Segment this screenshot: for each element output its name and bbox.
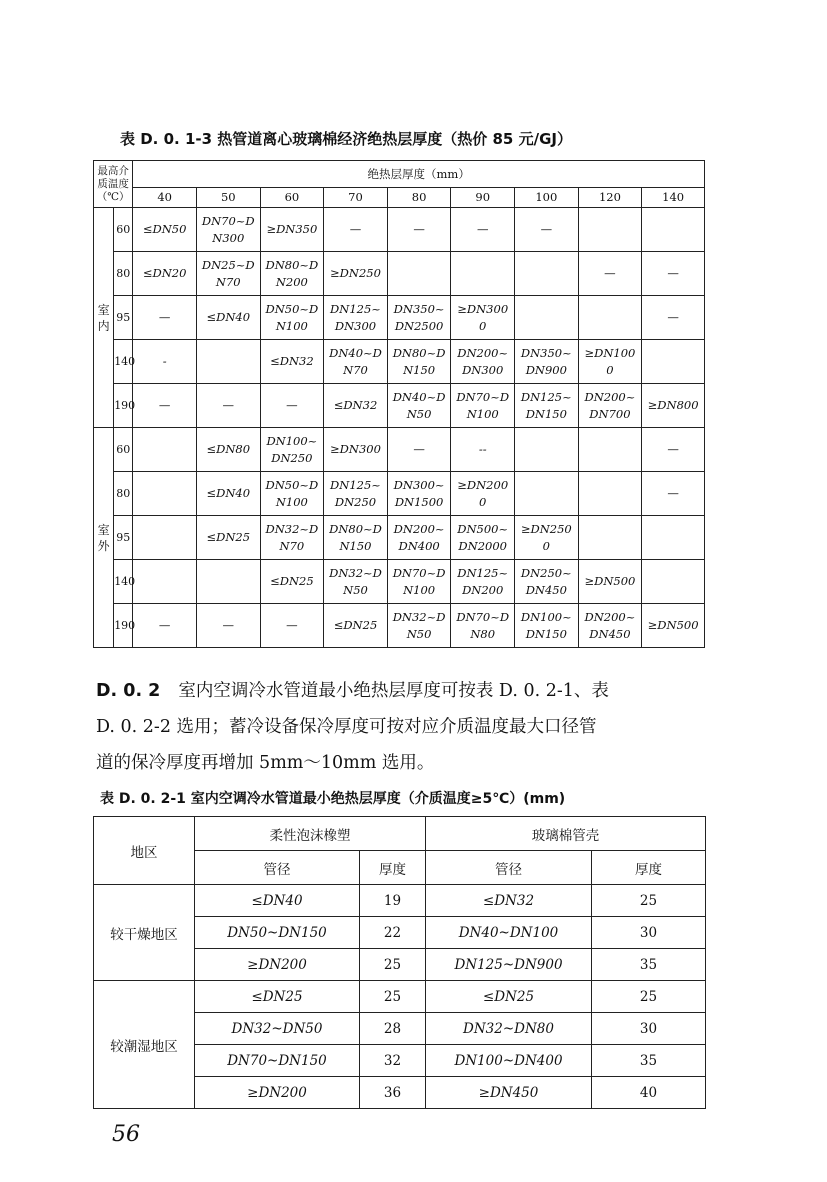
pipe-range-cell bbox=[451, 472, 515, 516]
pipe-range-text: DN125~DN300 bbox=[330, 301, 381, 333]
pipe-range-text: DN125~DN200 bbox=[457, 565, 509, 597]
pipe-range-cell bbox=[133, 252, 197, 296]
pipe-range-text: ≤DN50 bbox=[142, 222, 187, 236]
pipe-range-text: — bbox=[158, 618, 171, 632]
pipe-range-cell bbox=[387, 340, 451, 384]
location-group-label bbox=[94, 208, 114, 428]
pipe-range-text: ≥DN1000 bbox=[584, 345, 636, 377]
pipe-range-cell bbox=[387, 604, 451, 648]
pipe-range-text: — bbox=[667, 442, 679, 456]
pipe-range-text: DN250~DN450 bbox=[520, 565, 572, 597]
pipe-range-text: — bbox=[413, 442, 425, 456]
thickness-header: 绝热层厚度（mm） bbox=[133, 161, 705, 188]
temperature-cell: 80 bbox=[114, 472, 133, 516]
pipe-range-text: ≤DN20 bbox=[142, 266, 187, 280]
pipe-range-text: DN40~DN50 bbox=[392, 389, 446, 421]
pipe-range-cell bbox=[133, 604, 197, 648]
pipe-range-cell bbox=[387, 560, 451, 604]
thickness-cell: 25 bbox=[360, 949, 426, 981]
pipe-range-cell bbox=[578, 296, 642, 340]
pipe-size-cell: DN100~DN400 bbox=[426, 1045, 592, 1077]
thickness-cell: 28 bbox=[360, 1013, 426, 1045]
thickness-cell: 25 bbox=[592, 981, 706, 1013]
table-row bbox=[94, 296, 705, 340]
pipe-range-cell bbox=[196, 472, 260, 516]
pipe-range-cell bbox=[324, 252, 388, 296]
pipe-range-cell bbox=[642, 560, 705, 604]
pipe-range-cell bbox=[642, 472, 705, 516]
pipe-size-cell: ≥DN450 bbox=[426, 1077, 592, 1109]
pipe-range-text: — bbox=[413, 222, 425, 236]
pipe-range-cell bbox=[133, 560, 197, 604]
pipe-range-cell bbox=[196, 604, 260, 648]
pipe-range-text: DN125~DN250 bbox=[330, 477, 381, 509]
thickness-col-header: 90 bbox=[451, 188, 515, 208]
paragraph-line bbox=[96, 673, 609, 709]
pipe-range-cell bbox=[451, 604, 515, 648]
pipe-range-cell bbox=[196, 560, 260, 604]
pipe-size-cell: ≥DN200 bbox=[195, 949, 360, 981]
pipe-range-cell bbox=[260, 604, 324, 648]
pipe-range-cell bbox=[324, 472, 388, 516]
pipe-range-cell bbox=[133, 428, 197, 472]
pipe-range-cell bbox=[260, 340, 324, 384]
pipe-range-text: — bbox=[540, 222, 553, 236]
pipe-size-cell: DN70~DN150 bbox=[195, 1045, 360, 1077]
pipe-range-cell bbox=[515, 384, 579, 428]
pipe-range-cell bbox=[324, 296, 388, 340]
pipe-range-text: ≥DN500 bbox=[647, 618, 699, 632]
thickness-cell: 30 bbox=[592, 1013, 706, 1045]
location-group-label bbox=[94, 428, 114, 648]
pipe-range-cell bbox=[196, 208, 260, 252]
pipe-range-text: - bbox=[162, 354, 167, 368]
pipe-range-text: DN200~DN400 bbox=[393, 521, 445, 553]
table-row bbox=[94, 472, 705, 516]
pipe-range-cell bbox=[133, 384, 197, 428]
pipe-range-text: ≤DN25 bbox=[270, 574, 314, 588]
pipe-range-text: DN70~DN100 bbox=[392, 565, 446, 597]
pipe-range-text: — bbox=[158, 398, 171, 412]
paragraph-text: 室内空调冷水管道最小绝热层厚度可按表 D. 0. 2-1、表 bbox=[178, 681, 609, 701]
pipe-range-cell bbox=[260, 428, 324, 472]
pipe-range-text: ≥DN250 bbox=[330, 266, 381, 280]
pipe-size-cell: DN125~DN900 bbox=[426, 949, 592, 981]
pipe-range-text: — bbox=[667, 266, 679, 280]
pipe-range-text: DN25~DN70 bbox=[201, 257, 255, 289]
pipe-range-cell bbox=[387, 208, 451, 252]
pipe-range-cell bbox=[260, 252, 324, 296]
table-row bbox=[94, 604, 705, 648]
pipe-range-text: DN200~DN300 bbox=[457, 345, 509, 377]
thickness-col-header: 100 bbox=[515, 188, 579, 208]
pipe-range-cell bbox=[324, 340, 388, 384]
thickness-col-header: 70 bbox=[324, 188, 388, 208]
thickness-cell: 30 bbox=[592, 917, 706, 949]
pipe-range-text: ≤DN40 bbox=[206, 486, 251, 500]
pipe-range-cell bbox=[196, 296, 260, 340]
pipe-range-text: — bbox=[667, 486, 679, 500]
pipe-range-cell bbox=[578, 560, 642, 604]
thickness-col-header: 140 bbox=[642, 188, 705, 208]
pipe-range-cell bbox=[515, 516, 579, 560]
pipe-range-text: DN200~DN450 bbox=[584, 609, 636, 641]
group-label-text: 室内 bbox=[97, 302, 110, 333]
pipe-range-text: DN350~DN2500 bbox=[393, 301, 445, 333]
pipe-range-cell bbox=[324, 384, 388, 428]
pipe-range-cell bbox=[387, 384, 451, 428]
pipe-range-cell bbox=[196, 516, 260, 560]
pipe-range-cell bbox=[451, 252, 515, 296]
pipe-range-cell bbox=[196, 340, 260, 384]
pipe-range-cell bbox=[260, 472, 324, 516]
pipe-range-cell bbox=[642, 516, 705, 560]
pipe-range-text: — bbox=[222, 398, 235, 412]
pipe-size-cell: ≥DN200 bbox=[195, 1077, 360, 1109]
table-row bbox=[94, 560, 705, 604]
pipe-size-cell: ≤DN25 bbox=[426, 981, 592, 1013]
pipe-range-cell bbox=[578, 516, 642, 560]
pipe-range-text: ≥DN2000 bbox=[457, 477, 509, 509]
pipe-range-text: DN70~DN300 bbox=[201, 213, 255, 245]
thickness-col-header: 60 bbox=[260, 188, 324, 208]
pipe-range-cell bbox=[578, 384, 642, 428]
corner-label-line: 最高介 bbox=[97, 164, 129, 177]
pipe-range-text: — bbox=[286, 398, 298, 412]
temperature-cell: 60 bbox=[114, 428, 133, 472]
pipe-range-text: — bbox=[158, 310, 171, 324]
pipe-range-cell bbox=[387, 252, 451, 296]
clause-number: D. 0. 2 bbox=[96, 681, 161, 701]
table-row bbox=[94, 981, 706, 1013]
pipe-range-cell bbox=[324, 604, 388, 648]
pipe-range-text: ≤DN32 bbox=[270, 354, 314, 368]
pipe-range-cell bbox=[387, 428, 451, 472]
pipe-range-text: -- bbox=[478, 442, 487, 456]
pipe-range-text: — bbox=[286, 618, 298, 632]
pipe-range-text: ≥DN800 bbox=[647, 398, 699, 412]
pipe-size-header: 管径 bbox=[195, 851, 360, 885]
pipe-range-cell bbox=[133, 208, 197, 252]
temperature-cell: 190 bbox=[114, 604, 133, 648]
pipe-size-cell: ≤DN40 bbox=[195, 885, 360, 917]
thickness-cell: 25 bbox=[360, 981, 426, 1013]
material-header: 玻璃棉管壳 bbox=[426, 817, 706, 851]
pipe-range-cell bbox=[260, 384, 324, 428]
pipe-range-cell bbox=[515, 604, 579, 648]
pipe-range-text: ≥DN350 bbox=[266, 222, 318, 236]
pipe-range-cell bbox=[515, 428, 579, 472]
table-row bbox=[94, 384, 705, 428]
thickness-cell: 40 bbox=[592, 1077, 706, 1109]
pipe-range-text: ≥DN3000 bbox=[457, 301, 509, 333]
pipe-range-text: — bbox=[349, 222, 362, 236]
thickness-col-header: 40 bbox=[133, 188, 197, 208]
pipe-range-text: ≤DN40 bbox=[206, 310, 251, 324]
pipe-range-cell bbox=[260, 560, 324, 604]
pipe-range-cell bbox=[515, 208, 579, 252]
table-row bbox=[94, 252, 705, 296]
pipe-range-text: DN32~DN70 bbox=[265, 521, 319, 553]
thickness-cell: 25 bbox=[592, 885, 706, 917]
group-label-text: 室外 bbox=[97, 522, 110, 553]
pipe-range-cell bbox=[133, 340, 197, 384]
pipe-range-cell bbox=[578, 208, 642, 252]
pipe-range-cell bbox=[196, 384, 260, 428]
insulation-thickness-table bbox=[93, 160, 705, 648]
pipe-range-cell bbox=[578, 252, 642, 296]
thickness-cell: 22 bbox=[360, 917, 426, 949]
pipe-range-text: — bbox=[604, 266, 616, 280]
pipe-range-cell bbox=[515, 296, 579, 340]
pipe-range-text: DN300~DN1500 bbox=[393, 477, 445, 509]
thickness-cell: 19 bbox=[360, 885, 426, 917]
pipe-range-cell bbox=[260, 516, 324, 560]
temperature-cell: 80 bbox=[114, 252, 133, 296]
pipe-range-cell bbox=[642, 384, 705, 428]
region-name: 较干燥地区 bbox=[94, 885, 195, 981]
pipe-range-text: — bbox=[667, 310, 679, 324]
pipe-range-cell bbox=[260, 208, 324, 252]
pipe-range-text: ≤DN25 bbox=[333, 618, 378, 632]
table1-caption: 表 D. 0. 1-3 热管道离心玻璃棉经济绝热层厚度（热价 85 元/GJ） bbox=[120, 130, 572, 148]
temperature-cell: 95 bbox=[114, 296, 133, 340]
pipe-range-text: DN50~DN100 bbox=[265, 477, 319, 509]
pipe-range-text: DN125~DN150 bbox=[520, 389, 572, 421]
chilled-water-insulation-table bbox=[93, 816, 706, 1109]
pipe-range-cell bbox=[260, 296, 324, 340]
pipe-range-text: — bbox=[222, 618, 235, 632]
pipe-range-cell bbox=[451, 208, 515, 252]
table-row bbox=[94, 428, 705, 472]
pipe-range-cell bbox=[196, 428, 260, 472]
pipe-range-text: ≤DN80 bbox=[206, 442, 251, 456]
pipe-range-text: DN100~DN150 bbox=[520, 609, 572, 641]
pipe-range-cell bbox=[387, 472, 451, 516]
pipe-range-cell bbox=[642, 428, 705, 472]
pipe-range-cell bbox=[642, 208, 705, 252]
pipe-range-cell bbox=[387, 516, 451, 560]
thickness-cell: 35 bbox=[592, 949, 706, 981]
pipe-range-cell bbox=[196, 252, 260, 296]
page-number: 56 bbox=[112, 1122, 140, 1147]
thickness-cell: 35 bbox=[592, 1045, 706, 1077]
pipe-range-cell bbox=[451, 296, 515, 340]
pipe-size-cell: DN32~DN80 bbox=[426, 1013, 592, 1045]
pipe-range-text: DN80~DN150 bbox=[392, 345, 446, 377]
pipe-range-cell bbox=[451, 428, 515, 472]
temperature-cell: 140 bbox=[114, 340, 133, 384]
pipe-range-cell bbox=[578, 604, 642, 648]
pipe-range-text: ≤DN25 bbox=[206, 530, 251, 544]
paragraph-line: 道的保冷厚度再增加 5mm～10mm 选用。 bbox=[96, 753, 435, 773]
pipe-range-cell bbox=[133, 296, 197, 340]
pipe-range-text: DN500~DN2000 bbox=[457, 521, 509, 553]
pipe-range-cell bbox=[642, 604, 705, 648]
table-row bbox=[94, 208, 705, 252]
pipe-range-cell bbox=[578, 340, 642, 384]
pipe-range-cell bbox=[451, 340, 515, 384]
pipe-range-cell bbox=[451, 384, 515, 428]
temperature-cell: 60 bbox=[114, 208, 133, 252]
material-header: 柔性泡沫橡塑 bbox=[195, 817, 426, 851]
pipe-range-cell bbox=[642, 340, 705, 384]
thickness-col-header: 120 bbox=[578, 188, 642, 208]
temperature-cell: 190 bbox=[114, 384, 133, 428]
pipe-range-text: DN100~DN250 bbox=[266, 433, 318, 465]
pipe-range-text: DN32~DN50 bbox=[329, 565, 382, 597]
pipe-size-cell: ≤DN25 bbox=[195, 981, 360, 1013]
pipe-range-cell bbox=[324, 560, 388, 604]
pipe-range-text: DN50~DN100 bbox=[265, 301, 319, 333]
temperature-cell: 95 bbox=[114, 516, 133, 560]
thickness-header: 厚度 bbox=[360, 851, 426, 885]
thickness-col-header: 80 bbox=[387, 188, 451, 208]
pipe-range-cell bbox=[324, 516, 388, 560]
thickness-col-header: 50 bbox=[196, 188, 260, 208]
pipe-range-cell bbox=[133, 472, 197, 516]
pipe-range-cell bbox=[451, 516, 515, 560]
pipe-range-cell bbox=[387, 296, 451, 340]
pipe-range-cell bbox=[515, 252, 579, 296]
pipe-range-cell bbox=[578, 472, 642, 516]
pipe-range-text: ≥DN500 bbox=[584, 574, 636, 588]
pipe-range-text: — bbox=[476, 222, 489, 236]
temperature-cell: 140 bbox=[114, 560, 133, 604]
pipe-range-text: DN40~DN70 bbox=[329, 345, 382, 377]
pipe-range-cell bbox=[515, 560, 579, 604]
pipe-size-cell: DN40~DN100 bbox=[426, 917, 592, 949]
pipe-range-text: ≤DN32 bbox=[333, 398, 378, 412]
pipe-range-cell bbox=[451, 560, 515, 604]
pipe-range-text: DN350~DN900 bbox=[520, 345, 572, 377]
pipe-range-text: DN70~DN80 bbox=[456, 609, 510, 641]
corner-label-line: （℃） bbox=[96, 190, 130, 203]
pipe-size-cell: DN32~DN50 bbox=[195, 1013, 360, 1045]
thickness-header: 厚度 bbox=[592, 851, 706, 885]
thickness-cell: 32 bbox=[360, 1045, 426, 1077]
corner-header bbox=[94, 161, 133, 208]
table-row bbox=[94, 340, 705, 384]
pipe-range-cell bbox=[515, 340, 579, 384]
corner-label-line: 质温度 bbox=[97, 177, 129, 190]
pipe-range-cell bbox=[578, 428, 642, 472]
pipe-range-text: DN80~DN200 bbox=[265, 257, 319, 289]
pipe-range-cell bbox=[642, 252, 705, 296]
table-row bbox=[94, 885, 706, 917]
pipe-range-cell bbox=[642, 296, 705, 340]
pipe-range-text: DN32~DN50 bbox=[392, 609, 446, 641]
pipe-range-text: DN70~DN100 bbox=[456, 389, 510, 421]
pipe-range-text: ≥DN2500 bbox=[520, 521, 572, 553]
table-row bbox=[94, 516, 705, 560]
pipe-range-cell bbox=[324, 428, 388, 472]
pipe-size-cell: ≤DN32 bbox=[426, 885, 592, 917]
pipe-range-text: DN200~DN700 bbox=[584, 389, 636, 421]
pipe-range-cell bbox=[515, 472, 579, 516]
thickness-cell: 36 bbox=[360, 1077, 426, 1109]
table2-caption: 表 D. 0. 2-1 室内空调冷水管道最小绝热层厚度（介质温度≥5℃）(mm) bbox=[100, 791, 566, 807]
region-header: 地区 bbox=[94, 817, 195, 885]
pipe-range-cell bbox=[133, 516, 197, 560]
pipe-size-header: 管径 bbox=[426, 851, 592, 885]
pipe-range-text: ≥DN300 bbox=[330, 442, 381, 456]
pipe-size-cell: DN50~DN150 bbox=[195, 917, 360, 949]
paragraph-line: D. 0. 2-2 选用；蓄冷设备保冷厚度可按对应介质温度最大口径管 bbox=[96, 717, 597, 737]
region-name: 较潮湿地区 bbox=[94, 981, 195, 1109]
pipe-range-cell bbox=[324, 208, 388, 252]
pipe-range-text: DN80~DN150 bbox=[329, 521, 382, 553]
